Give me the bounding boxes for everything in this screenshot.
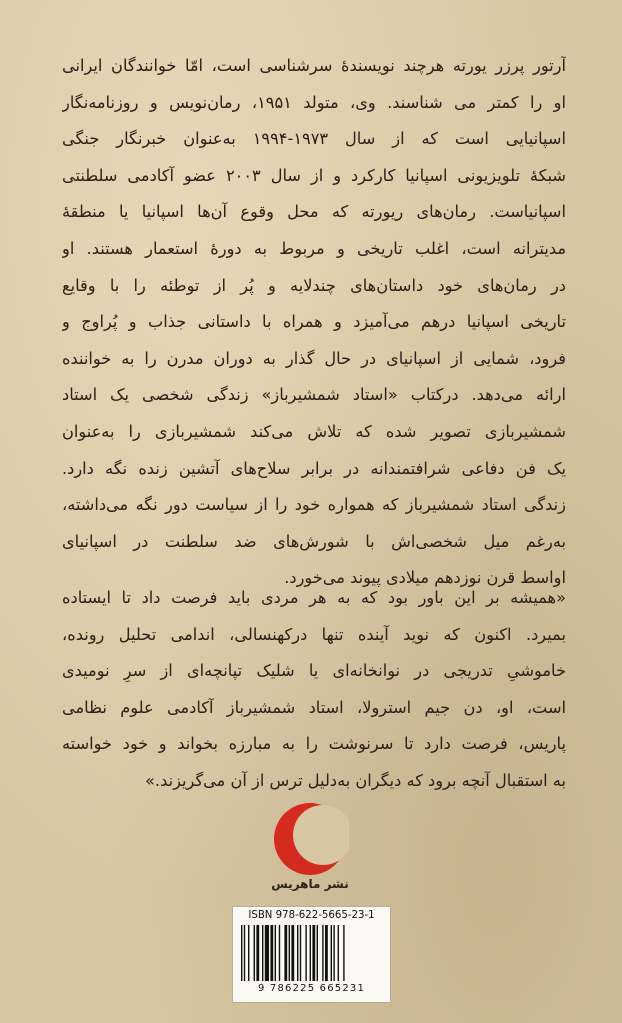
paragraph-line: او را کمتر می شناسند. وی، متولد ۱۹۵۱، رمان‌نویس و روزنامه‌نگار: [62, 92, 566, 112]
paragraph-line: اسپانیاست. رمان‌های ریورته که محل وقوع آن‌ها اسپانیا یا منطقهٔ: [62, 202, 566, 222]
quote-line: پاریس، فرصت دارد تا سرنوشت را به مبارزه بخواند و خود خواسته: [62, 734, 566, 754]
paragraph-line: اسپانیایی است که از سال ۱۹۷۳-۱۹۹۴ به‌عنوان خبرنگار جنگی: [62, 129, 566, 149]
paragraph-line: ارائه می‌دهد. درکتاب «استاد شمشیرباز» زندگی شخصی یک استاد: [62, 385, 566, 405]
publisher-name: نشر ماهریس: [271, 877, 349, 891]
paragraph-line: فرود، شمایی از اسپانیای در حال گذار به دوران مدرن را به خواننده: [62, 348, 566, 368]
author-paragraph: [62, 48, 566, 597]
paragraph-line: به‌رغم میل شخصی‌اش با شورش‌های ضد سلطنت در اسپانیای: [62, 531, 566, 551]
paragraph-line: در رمان‌های خود داستان‌های چندلایه و پُر از توطئه را با وقایع: [62, 275, 566, 295]
paragraph-line: اواسط قرن نوزدهم میلادی پیوند می‌خورد.: [284, 568, 566, 588]
paragraph-line: شبکهٔ تلویزیونی اسپانیا کارکرد و از سال ۲۰۰۳ عضو آکادمی سلطنتی: [62, 165, 566, 185]
isbn-label: ISBN 978-622-5665-23-1: [248, 910, 375, 921]
paragraph-line: مدیترانه است، اغلب تاریخی و مربوط به دورهٔ استعمار هستند. او: [62, 238, 566, 258]
barcode-icon: [241, 925, 382, 981]
quote-line: به استقبال آنچه برود که دیگران به‌دلیل ترس از آن می‌گریزند.»: [145, 770, 566, 790]
paragraph-line: یک فن دفاعی شرافتمندانه در برابر سلاح‌های آتشین زنده نگه دارد.: [62, 458, 566, 478]
quote-line: «همیشه بر این باور بود که به هر مردی باید فرصت داد تا ایستاده: [62, 588, 566, 607]
paragraph-line: آرتور پرزر یورته هرچند نویسندهٔ سرشناسی است، امّا خوانندگان ایرانی: [62, 56, 566, 75]
book-quote: [62, 580, 566, 800]
paragraph-line: تاریخی اسپانیا درهم می‌آمیزد و همراه با داستانی جذاب و پُراوج و: [62, 312, 566, 332]
isbn-barcode: [232, 906, 391, 1003]
quote-line: بمیرد. اکنون که نوید آینده تنها درکهنسالی، اندامی تحلیل رونده،: [62, 624, 566, 644]
paragraph-line: شمشیربازی تصویر شده که تلاش می‌کند شمشیربازی را به‌عنوان: [62, 421, 566, 441]
quote-line: است، او، دن جیم استرولا، استاد شمشیرباز آکادمی علوم نظامی: [62, 697, 566, 717]
barcode-digits: 9 786225 665231: [257, 983, 366, 994]
publisher-logo-icon: [271, 799, 349, 879]
paragraph-line: زندگی استاد شمشیرباز که همواره خود را از سیاست دور نگه می‌داشته،: [62, 495, 566, 515]
quote-line: خاموشیِ تدریجی در نوانخانه‌ای یا شلیک تپانچه‌ای از سرِ نومیدی: [62, 661, 566, 681]
